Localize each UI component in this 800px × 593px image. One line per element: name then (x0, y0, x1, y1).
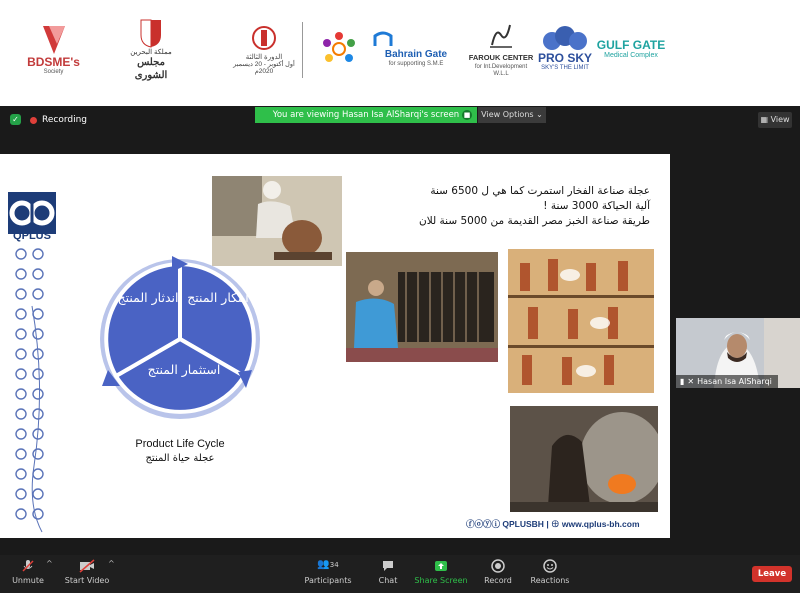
grid-icon: ▦ (760, 115, 771, 124)
participant-name-label (676, 375, 778, 388)
chat-label: Chat (378, 576, 398, 585)
edition-logo (228, 14, 300, 84)
video-camera-off-icon (78, 559, 96, 573)
history-line: آلية الحياكة 3000 سنة ! (543, 200, 650, 212)
share-screen-button[interactable] (414, 559, 468, 585)
bdsme-mark-icon (39, 22, 69, 56)
sponsor-banner (0, 0, 800, 106)
cycle-label-decline: اندثار المنتج (117, 290, 179, 305)
egyptian-mural-photo (508, 249, 654, 393)
smiley-icon (543, 559, 557, 573)
start-video-label: Start Video (64, 576, 110, 585)
bahrain-gate-mark-icon (371, 30, 461, 48)
participants-button[interactable] (300, 559, 356, 585)
history-line: طريقة صناعة الخبز مصر القديمة من 5000 سنة للان (419, 215, 650, 227)
recording-dot-icon (30, 117, 37, 124)
viewing-screen-text: You are viewing Hasan Isa AlSharqi's screen (272, 110, 460, 120)
gulf-gate-name: GULF GATE (596, 38, 666, 52)
slide-footer (466, 518, 666, 530)
recording-label: Recording (42, 115, 88, 125)
leave-meeting-button[interactable]: Leave (752, 566, 792, 582)
website-url: www.qplus-bh.com (561, 519, 640, 529)
edition-dates: أول أكتوبر - 20 ديسمبر 2020م (233, 60, 295, 75)
pro-sky-sub: SKY'S THE LIMIT (541, 65, 589, 71)
people-circle-icon (319, 29, 359, 69)
banner-dismiss-icon[interactable]: ■ (463, 111, 471, 119)
mural-image-icon (508, 249, 654, 393)
edition-title: الدورة الثالثة (245, 53, 283, 61)
history-text (380, 184, 650, 229)
share-screen-icon (434, 559, 448, 573)
signal-bars-icon: ▮ (680, 377, 685, 386)
weaving-photo (346, 252, 498, 362)
plc-title: Product Life Cycle (135, 438, 225, 450)
shura-council-logo (120, 14, 182, 84)
farouk-sub: for Int.Development W.L.L (474, 63, 528, 77)
crest-icon (136, 17, 166, 49)
bread-oven-photo (510, 406, 658, 512)
qplus-brand-text: QPLUS (13, 230, 51, 242)
start-video-button[interactable] (60, 559, 114, 585)
reactions-button[interactable] (528, 559, 572, 585)
history-line: عجلة صناعة الفخار استمرت كما هي ل 6500 سنة (430, 185, 650, 197)
meeting-top-bar (0, 106, 800, 134)
security-shield-icon[interactable]: ✓ (10, 114, 21, 125)
plc-subtitle: عجلة حياة المنتج (145, 453, 215, 464)
farouk-center-logo (468, 14, 534, 84)
record-icon (491, 559, 505, 573)
cloud-icon (538, 26, 592, 52)
gulf-gate-sub: Medical Complex (604, 52, 658, 59)
decorative-pattern-icon (12, 246, 52, 534)
bahrain-gate-name: Bahrain Gate (384, 49, 448, 60)
record-label: Record (484, 576, 512, 585)
oven-image-icon (510, 406, 658, 512)
bahrain-gate-logo (366, 14, 466, 84)
recording-indicator[interactable] (30, 113, 87, 127)
gulf-gate-logo (596, 14, 666, 84)
shura-name: مملكة البحرين (130, 48, 172, 56)
pro-sky-name: PRO SKY (537, 51, 592, 65)
bdsme-sub: Society (43, 69, 64, 75)
shura-sub: مجلس الشورى (134, 56, 168, 81)
participant-video-tile[interactable] (676, 318, 800, 388)
participants-count: 34 (329, 561, 339, 569)
social-icons: ⓕⓞⓨⓘ (466, 519, 503, 529)
view-layout-label: View (770, 115, 790, 124)
viewing-screen-banner (255, 107, 477, 123)
product-life-cycle-diagram (92, 254, 268, 424)
mic-muted-icon: ✕ (687, 377, 695, 386)
meeting-toolbar (0, 555, 800, 593)
participants-label: Participants (304, 576, 352, 585)
farouk-name: FAROUK CENTER (468, 52, 534, 62)
chevron-up-icon[interactable]: ^ (108, 559, 115, 568)
chevron-up-icon[interactable]: ^ (46, 559, 53, 568)
reactions-label: Reactions (530, 576, 570, 585)
edition-emblem-icon (252, 24, 276, 54)
loom-image-icon (346, 252, 498, 362)
shared-screen-slide (0, 154, 670, 538)
cycle-label-innovation: ابتكار المنتج (187, 290, 249, 305)
zoom-meeting-window (0, 106, 800, 593)
participants-icon: 👥34 (317, 559, 339, 570)
share-screen-label: Share Screen (414, 576, 468, 585)
pottery-photo (212, 176, 342, 266)
banner-divider (302, 22, 303, 78)
bdsme-name: BDSME's (27, 55, 80, 69)
bdsme-logo (6, 14, 101, 84)
record-button[interactable] (480, 559, 516, 585)
footer-separator: | ⊕ (546, 519, 562, 529)
potter-image-icon (212, 176, 342, 266)
community-logo (315, 14, 363, 84)
cycle-label-investment: استثمار المنتج (147, 362, 221, 377)
bahrain-gate-sub: for supporting S.M.E (388, 61, 444, 67)
microphone-muted-icon (21, 559, 35, 573)
view-layout-button[interactable] (758, 112, 792, 128)
unmute-button[interactable] (8, 559, 53, 585)
view-options-menu[interactable]: View Options ⌄ (478, 107, 546, 123)
pro-sky-logo (535, 14, 595, 84)
chat-bubble-icon (381, 559, 395, 573)
social-handle: QPLUSBH (502, 519, 544, 529)
calligraphy-icon (486, 21, 516, 51)
chat-button[interactable] (370, 559, 406, 585)
unmute-label: Unmute (12, 576, 44, 585)
participant-name: Hasan Isa AlSharqi (697, 377, 772, 386)
